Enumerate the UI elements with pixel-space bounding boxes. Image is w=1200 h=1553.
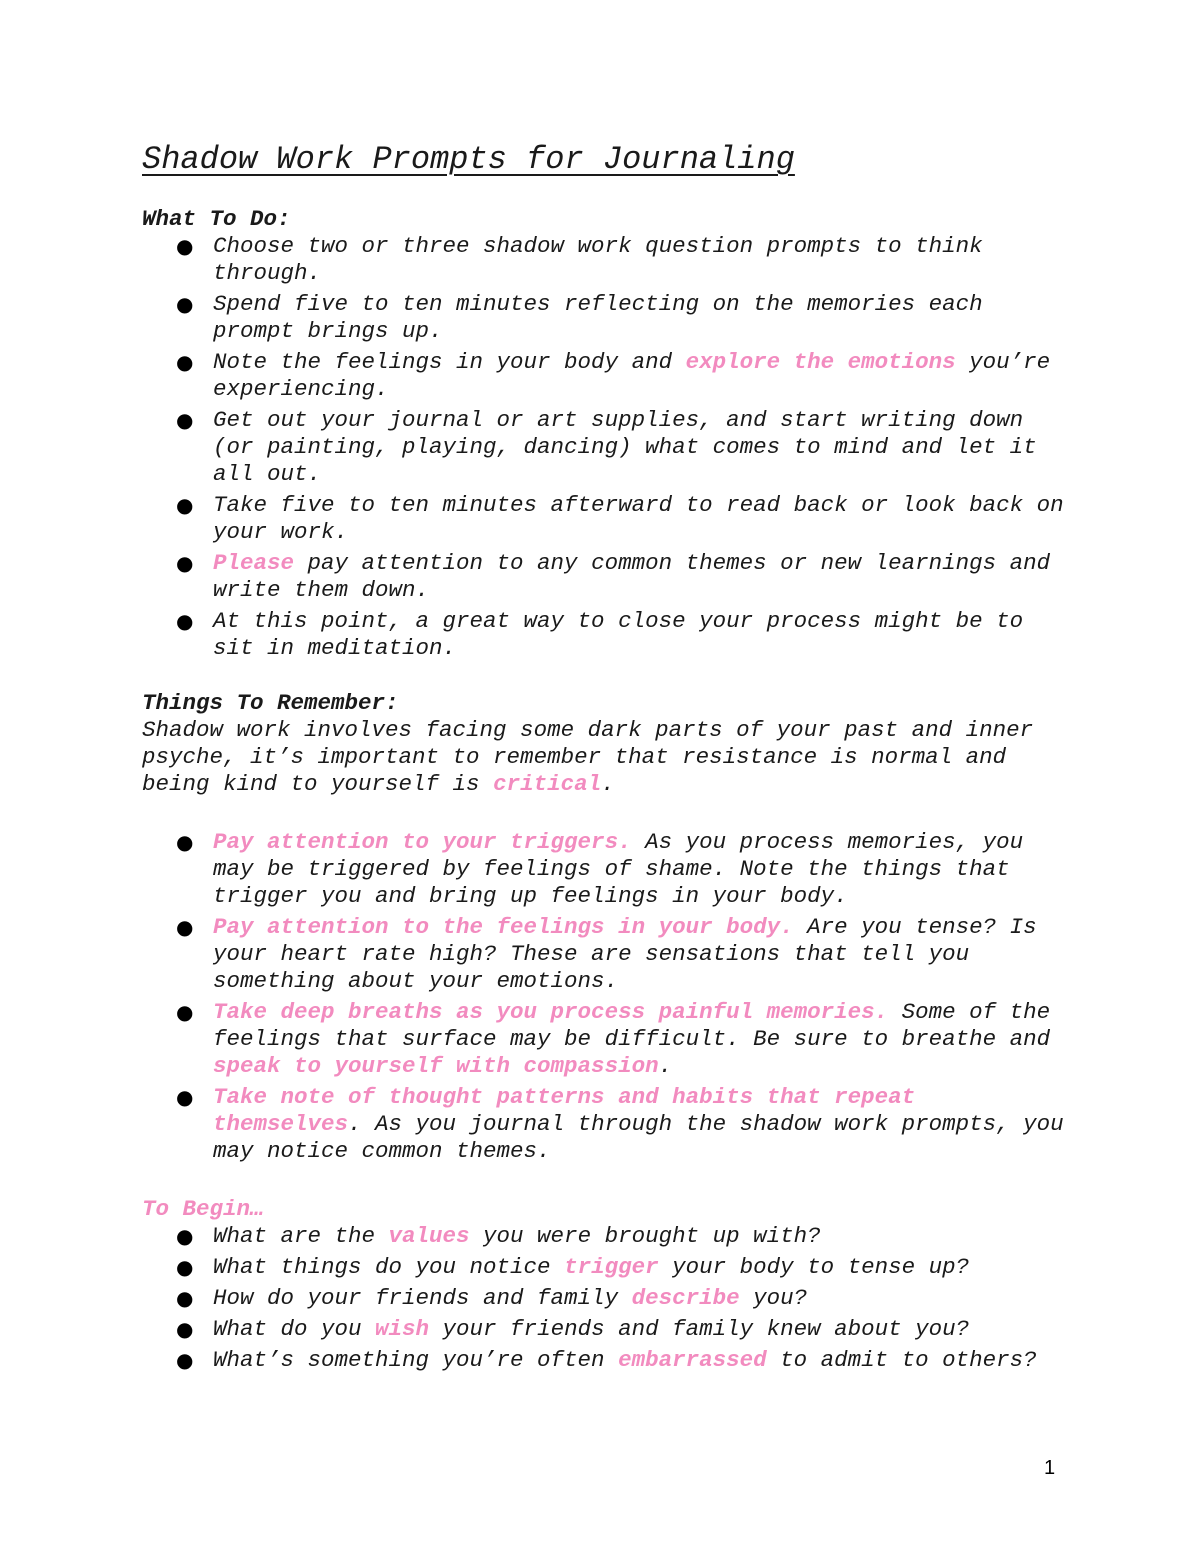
text-run: . xyxy=(658,1053,673,1079)
bullet-icon: ● xyxy=(176,1286,194,1310)
page-number: 1 xyxy=(1044,1457,1056,1479)
text-run: As you process memories, you may be triggered by feelings of shame. Note the things that trigger you and bring up feelings in your body. xyxy=(213,829,1024,909)
document-title: Shadow Work Prompts for Journaling xyxy=(142,141,795,178)
bullet-icon: ● xyxy=(176,551,194,575)
highlighted-text: speak to yourself with compassion xyxy=(213,1053,659,1079)
list-item xyxy=(142,550,1072,604)
bullet-icon: ● xyxy=(176,493,194,517)
text-run: At this point, a great way to close your process might be to sit in meditation. xyxy=(213,608,1024,661)
things-to-remember-paragraph xyxy=(142,717,1072,798)
list-item xyxy=(142,492,1072,546)
list-item xyxy=(142,608,1072,662)
text-run: . xyxy=(601,771,615,797)
list-item xyxy=(142,349,1072,403)
text-run: Spend five to ten minutes reflecting on the memories each prompt brings up. xyxy=(213,291,983,344)
things-to-remember-list xyxy=(142,829,1072,1165)
text-run: How do your friends and family xyxy=(213,1285,632,1311)
bullet-icon: ● xyxy=(176,234,194,258)
bullet-icon: ● xyxy=(176,830,194,854)
highlighted-text: wish xyxy=(375,1316,430,1342)
list-item xyxy=(142,829,1072,910)
text-run: to admit to others? xyxy=(766,1347,1037,1373)
highlighted-text: values xyxy=(388,1223,470,1249)
list-item xyxy=(142,1254,1072,1281)
text-run: your friends and family knew about you? xyxy=(429,1316,970,1342)
bullet-icon: ● xyxy=(176,292,194,316)
highlighted-text: Take deep breaths as you process painful memories. xyxy=(213,999,889,1025)
bullet-icon: ● xyxy=(176,915,194,939)
list-item xyxy=(142,233,1072,287)
bullet-icon: ● xyxy=(176,350,194,374)
list-item xyxy=(142,914,1072,995)
highlighted-text: explore the emotions xyxy=(685,349,956,375)
text-run: . As you journal through the shadow work prompts, you may notice common themes. xyxy=(213,1111,1064,1164)
text-run: you’re experiencing. xyxy=(213,349,1051,402)
text-run: you were brought up with? xyxy=(469,1223,821,1249)
text-run: Take five to ten minutes afterward to read back or look back on your work. xyxy=(213,492,1064,545)
text-run: you? xyxy=(739,1285,808,1311)
bullet-icon: ● xyxy=(176,408,194,432)
document-body xyxy=(142,206,1072,1378)
text-run: Get out your journal or art supplies, and start writing down (or painting, playing, dancing) what comes to mind and let it all out. xyxy=(213,407,1037,487)
bullet-icon: ● xyxy=(176,1317,194,1341)
text-run: Note the feelings in your body and xyxy=(213,349,686,375)
bullet-icon: ● xyxy=(176,1348,194,1372)
bullet-icon: ● xyxy=(176,1255,194,1279)
text-run: What’s something you’re often xyxy=(213,1347,619,1373)
list-item xyxy=(142,1347,1072,1374)
text-run: Choose two or three shadow work question prompts to think through. xyxy=(213,233,983,286)
highlighted-text: Take note of thought patterns and habits that repeat themselves xyxy=(213,1084,916,1137)
highlighted-text: trigger xyxy=(564,1254,659,1280)
highlighted-text: Pay attention to your triggers. xyxy=(213,829,632,855)
bullet-icon: ● xyxy=(176,1085,194,1109)
text-run: What are the xyxy=(213,1223,389,1249)
text-run: pay attention to any common themes or new learnings and write them down. xyxy=(213,550,1051,603)
to-begin-heading: To Begin… xyxy=(142,1196,264,1222)
bullet-icon: ● xyxy=(176,1224,194,1248)
things-to-remember-heading: Things To Remember: xyxy=(142,690,399,716)
highlighted-text: Please xyxy=(213,550,295,576)
list-item xyxy=(142,1223,1072,1250)
what-to-do-list xyxy=(142,233,1072,662)
highlighted-text: embarrassed xyxy=(618,1347,767,1373)
text-run: What things do you notice xyxy=(213,1254,565,1280)
text-run: Are you tense? Is your heart rate high? These are sensations that tell you something about your emotions. xyxy=(213,914,1037,994)
to-begin-list xyxy=(142,1223,1072,1374)
text-run: Some of the feelings that surface may be difficult. Be sure to breathe and xyxy=(213,999,1051,1052)
text-run: Shadow work involves facing some dark parts of your past and inner psyche, it’s important to remember that resistance is normal and being kind to yourself is xyxy=(142,717,1034,797)
highlighted-text: describe xyxy=(631,1285,740,1311)
list-item xyxy=(142,1285,1072,1312)
text-run: your body to tense up? xyxy=(658,1254,970,1280)
bullet-icon: ● xyxy=(176,609,194,633)
highlighted-text: Pay attention to the feelings in your body. xyxy=(213,914,794,940)
list-item xyxy=(142,291,1072,345)
highlighted-text: critical xyxy=(493,771,602,797)
list-item xyxy=(142,1084,1072,1165)
list-item xyxy=(142,999,1072,1080)
what-to-do-heading: What To Do: xyxy=(142,206,291,232)
list-item xyxy=(142,1316,1072,1343)
text-run: What do you xyxy=(213,1316,376,1342)
bullet-icon: ● xyxy=(176,1000,194,1024)
list-item xyxy=(142,407,1072,488)
